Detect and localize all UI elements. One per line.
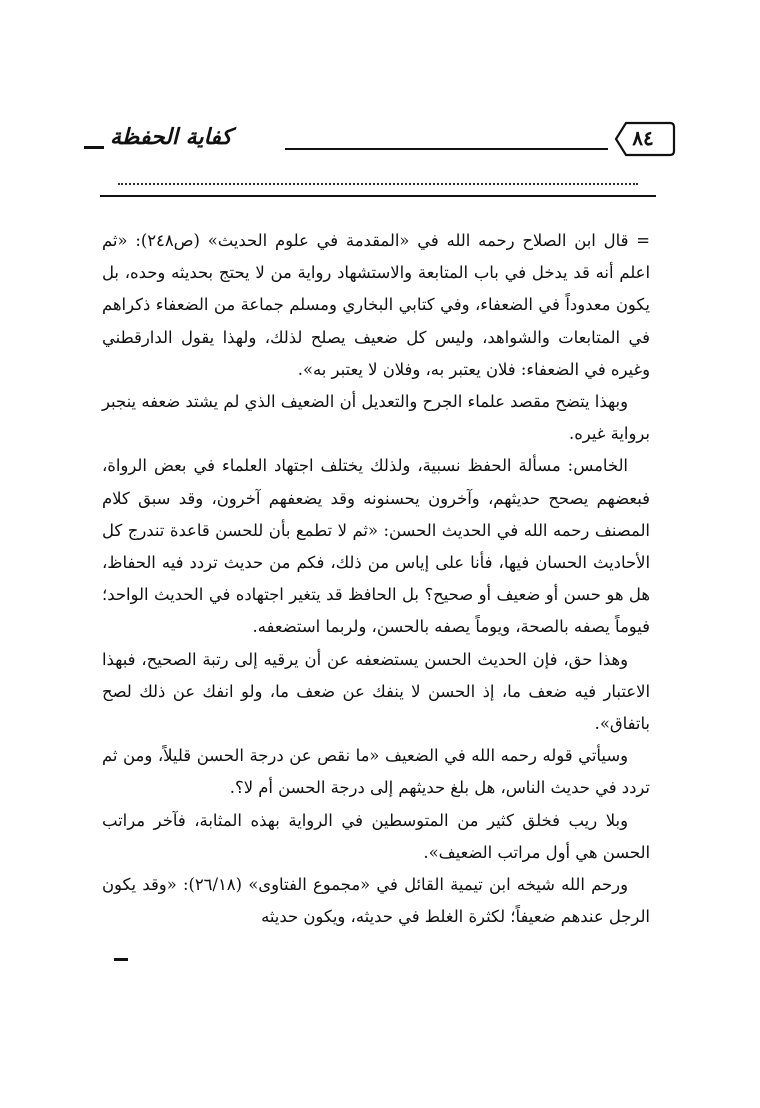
- paragraph: الخامس: مسألة الحفظ نسبية، ولذلك يختلف اجتهاد العلماء في بعض الرواة، فبعضهم يصحح حديثهم، وآخرون يحسنونه وقد يضعفهم آخرون، وقد سبق كلام المصنف رحمه الله في الحديث الحسن: «ثم لا تطمع بأن للحسن قاعدة تندرج كل الأحاديث الحسان فيها، فأنا على إياس من ذلك، فكم من حديث تردد فيه الحفاظ، هل هو حسن أو ضعيف أو صحيح؟ بل الحافظ قد يتغير اجتهاده في الحديث الواحد؛ فيوماً يصفه بالصحة، ويوماً يصفه بالحسن، ولربما استضعفه.: [102, 456, 650, 637]
- continuation-dash: [114, 958, 128, 961]
- page-body: [102, 225, 650, 933]
- book-title: كفاية الحفظة: [110, 124, 232, 150]
- page-number: ٨٤: [632, 126, 654, 150]
- page-header: [80, 118, 680, 162]
- solid-divider: [100, 195, 656, 197]
- paragraph: وسيأتي قوله رحمه الله في الضعيف «ما نقص عن درجة الحسن قليلاً، ومن ثم تردد في حديث الناس، هل بلغ حديثهم إلى درجة الحسن أم لا؟.: [102, 746, 650, 798]
- paragraph: وبهذا يتضح مقصد علماء الجرح والتعديل أن الضعيف الذي لم يشتد ضعفه ينجبر برواية غيره.: [102, 392, 650, 444]
- header-dash: [84, 146, 104, 149]
- paragraph: وهذا حق، فإن الحديث الحسن يستضعفه عن أن يرقيه إلى رتبة الصحيح، فبهذا الاعتبار فيه ضعف ما، إذ الحسن لا ينفك عن ضعف ما، ولو انفك عن ذلك لصح باتفاق».: [102, 649, 650, 734]
- dotted-divider: [118, 183, 638, 185]
- page-number-badge: [610, 120, 676, 158]
- paragraph: = قال ابن الصلاح رحمه الله في «المقدمة في علوم الحديث» (ص٢٤٨): «ثم اعلم أنه قد يدخل في باب المتابعة والاستشهاد رواية من لا يحتج بحديثه وحده، بل يكون معدوداً في الضعفاء، وفي كتابي البخاري ومسلم جماعة من الضعفاء ذكراهم في المتابعات والشواهد، وليس كل ضعيف يصلح لذلك، ولهذا يقول الدارقطني وغيره في الضعفاء: فلان يعتبر به، وفلان لا يعتبر به».: [102, 231, 650, 379]
- header-rule: [285, 148, 608, 150]
- paragraph: ورحم الله شيخه ابن تيمية القائل في «مجموع الفتاوى» (٢٦/١٨): «وقد يكون الرجل عندهم ضعيفاً؛ لكثرة الغلط في حديثه، ويكون حديثه: [102, 875, 650, 927]
- paragraph: وبلا ريب فخلق كثير من المتوسطين في الرواية بهذه المثابة، فآخر مراتب الحسن هي أول مراتب الضعيف».: [102, 810, 650, 862]
